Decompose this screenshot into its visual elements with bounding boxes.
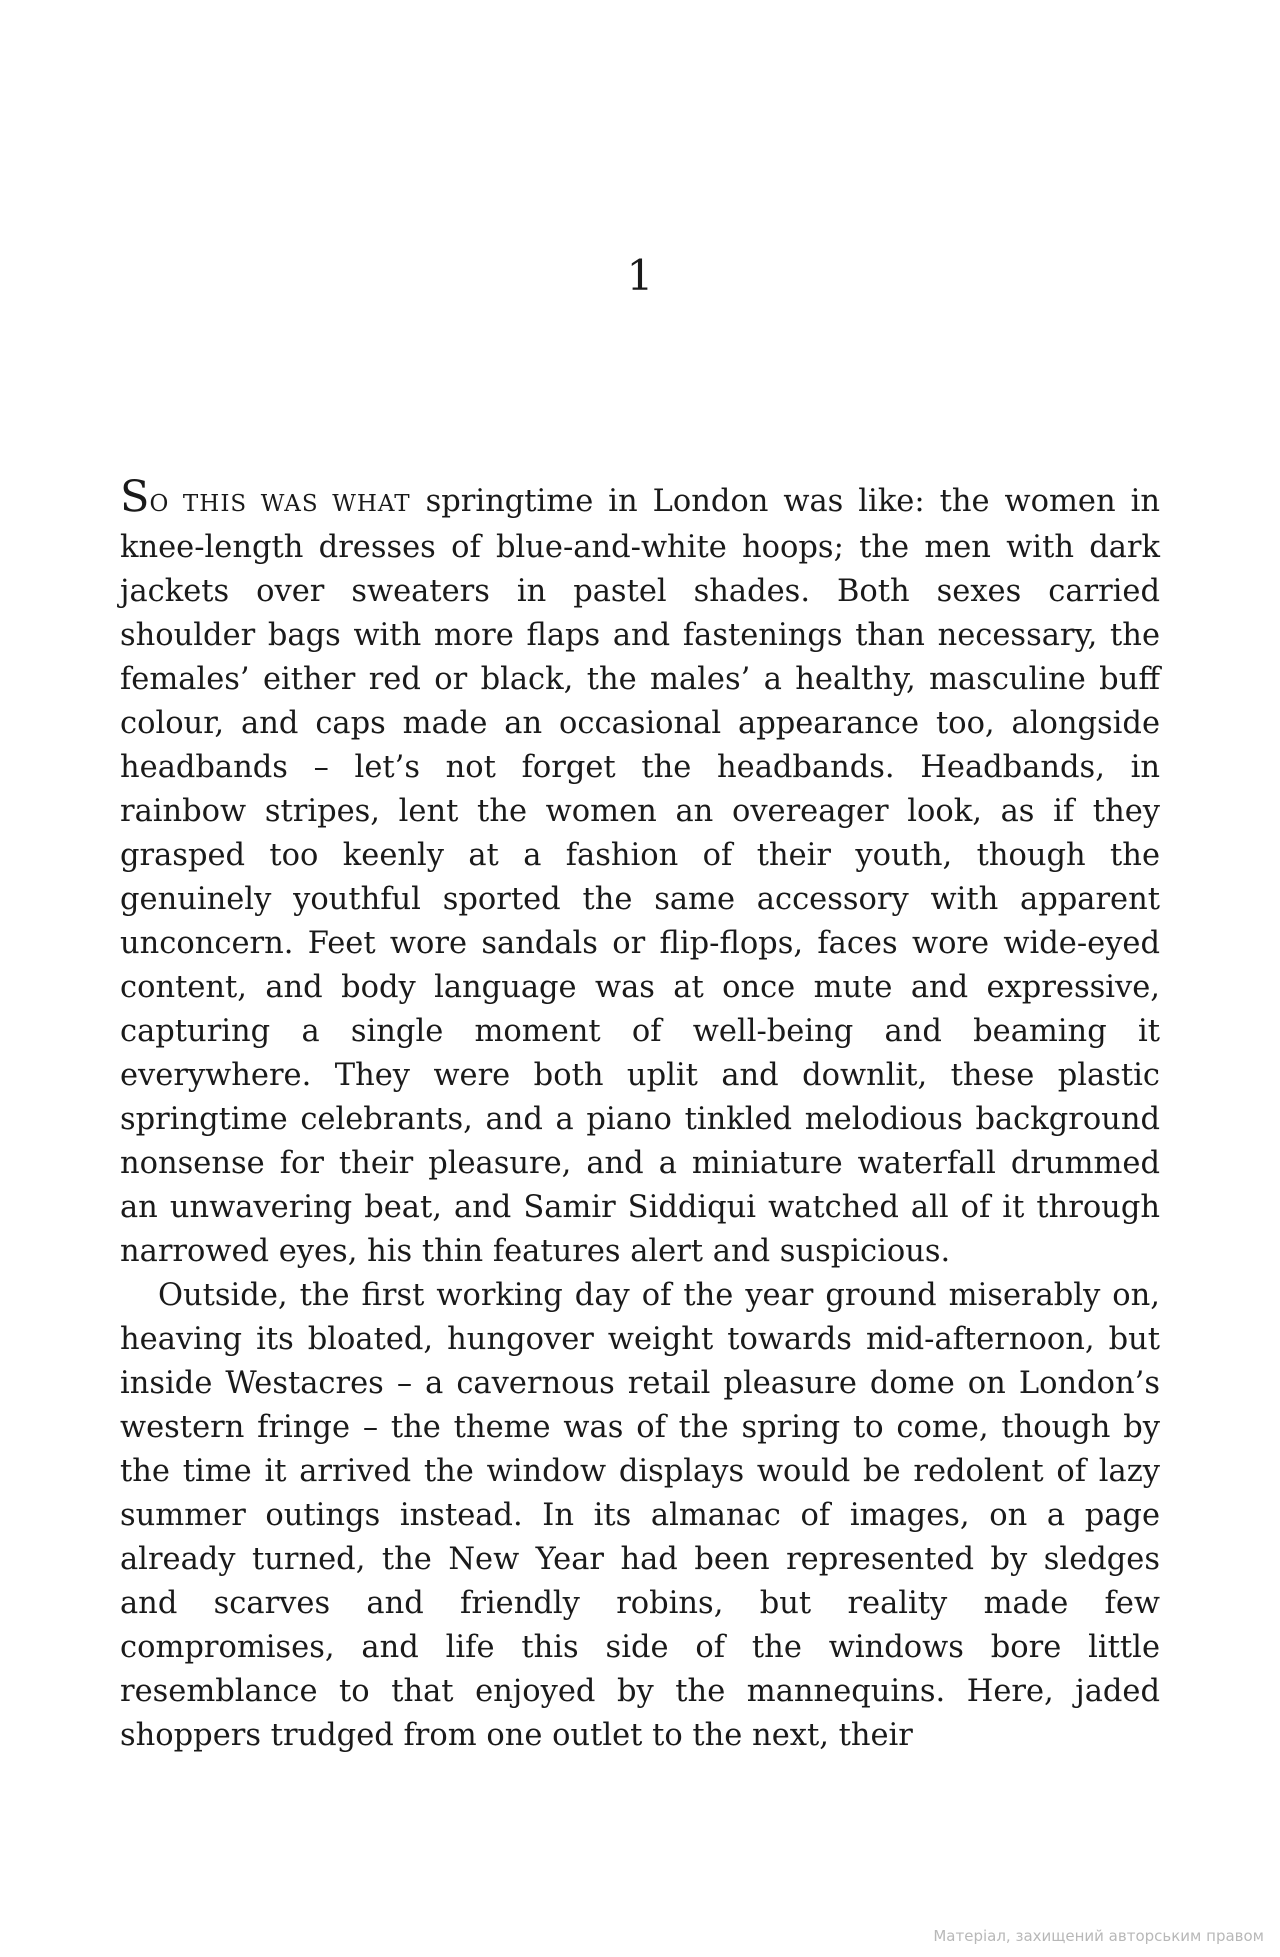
paragraph-1-text: springtime in London was like: the women in knee-length dresses of blue-and-white hoops; the men with dark jackets over sweaters in pastel shades. Both sexes carried shoulder bags with more flaps and fastenings than necessary, the females’ either red or black, the males’ a healthy, masculine buff colour, and caps made an occasional appearance too, alongside headbands – let’s not forget the headbands. Headbands, in rainbow stripes, lent the women an overeager look, as if they grasped too keenly at a fashion of their youth, though the genuinely youthful sported the same accessory with apparent unconcern. Feet wore sandals or flip-flops, faces wore wide-eyed content, and body language was at once mute and expressive, capturing a single moment of well-being and beaming it everywhere. They were both uplit and downlit, these plastic springtime celebrants, and a piano tinkled melodious background nonsense for their pleasure, and a miniature waterfall drummed an unwavering beat, and Samir Siddiqui watched all of it through narrowed eyes, his thin features alert and suspicious. [120,484,1160,1269]
paragraph-1 [120,472,1160,1274]
copyright-watermark: Матеріал, захищений авторським правом [933,1927,1264,1945]
drop-capital: S [120,472,150,522]
chapter-number: 1 [626,251,654,300]
paragraph-2: Outside, the first working day of the year ground miserably on, heaving its bloated, hungover weight towards mid-afternoon, but inside Westacres – a cavernous retail pleasure dome on London’s western fringe – the theme was of the spring to come, though by the time it arrived the window displays would be redolent of lazy summer outings instead. In its almanac of images, on a page already turned, the New Year had been represented by sledges and scarves and friendly robins, but reality made few compromises, and life this side of the windows bore little resemblance to that enjoyed by the mannequins. Here, jaded shoppers trudged from one outlet to the next, their [120,1278,1160,1753]
opening-small-caps: O THIS WAS WHAT [149,491,411,517]
body-text [120,472,1160,1758]
